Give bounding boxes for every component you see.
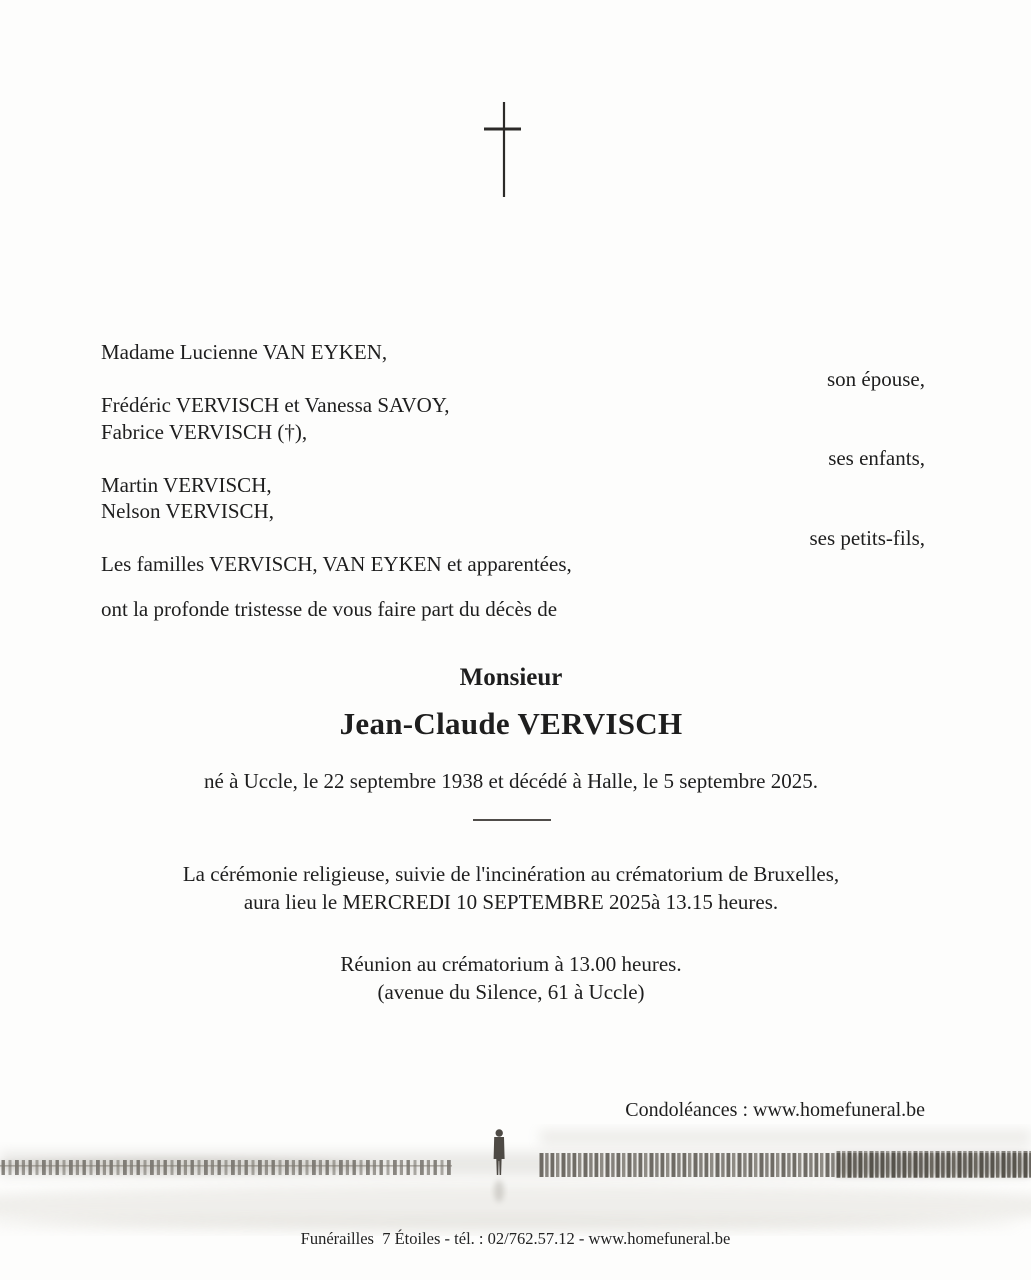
deceased-name: Jean-Claude VERVISCH bbox=[339, 706, 683, 741]
latin-cross-icon bbox=[483, 101, 523, 198]
deceased-title: Monsieur bbox=[459, 664, 563, 691]
meeting-line-1: Réunion au crématorium à 13.00 heures. bbox=[340, 952, 682, 976]
child-name-1: Frédéric VERVISCH et Vanessa SAVOY, bbox=[101, 393, 450, 417]
relation-grandchildren: ses petits-fils, bbox=[809, 525, 925, 550]
beach-breakwater-artwork bbox=[0, 1118, 1031, 1236]
life-dates: né à Uccle, le 22 septembre 1938 et décédé à Halle, le 5 septembre 2025. bbox=[204, 769, 818, 793]
families-line: Les familles VERVISCH, VAN EYKEN et apparentées, bbox=[101, 552, 572, 576]
ceremony-line-2: aura lieu le MERCREDI 10 SEPTEMBRE 2025à 13.15 heures. bbox=[243, 890, 779, 914]
ceremony-block bbox=[0, 860, 1022, 916]
divider-line bbox=[473, 819, 551, 821]
meeting-block bbox=[0, 950, 1022, 1006]
funeral-home-footer: Funérailles 7 Étoiles - tél. : 02/762.57.12 - www.homefuneral.be bbox=[300, 1229, 731, 1248]
spouse-name: Madame Lucienne VAN EYKEN, bbox=[101, 340, 388, 364]
relation-spouse: son épouse, bbox=[827, 366, 925, 391]
relation-children: ses enfants, bbox=[828, 446, 925, 470]
announcement-line: ont la profonde tristesse de vous faire part du décès de bbox=[101, 596, 558, 621]
family-block bbox=[101, 339, 925, 622]
meeting-line-2: (avenue du Silence, 61 à Uccle) bbox=[377, 980, 645, 1004]
grandchild-name-1: Martin VERVISCH, bbox=[101, 472, 272, 497]
condolences-line: Condoléances : www.homefuneral.be bbox=[625, 1099, 925, 1121]
child-name-2: Fabrice VERVISCH (†), bbox=[101, 419, 308, 444]
ceremony-line-1: La cérémonie religieuse, suivie de l'incinération au crématorium de Bruxelles, bbox=[182, 862, 840, 886]
grandchild-name-2: Nelson VERVISCH, bbox=[101, 499, 274, 523]
